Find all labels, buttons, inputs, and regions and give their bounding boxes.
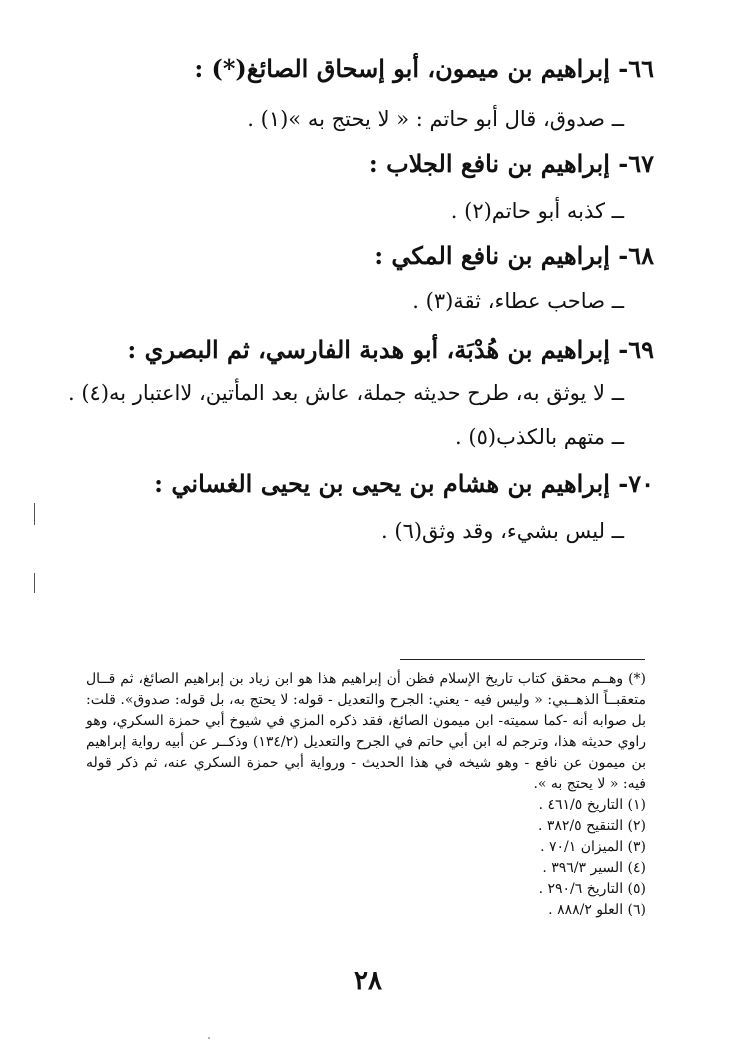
entry-line-67-1: ــ كذبه أبو حاتم(٢) . bbox=[450, 199, 624, 223]
footnote-star: (*) وهــم محقق كتاب تاريخ الإسلام فظن أن إبراهيم هذا هو ابن زياد بن إبراهيم الصائغ، ثم قــال متعقبــاً الذهــبي: « وليس فيه - يعني: الجرح والتعديل - قوله: لا يحتج به، بل قوله: صدوق». قلت: بل صوابه أنه -كما سميته- ابن ميمون الصائغ، فقد ذكره المزي في شيوخ أبي حمزة السكري، وهو راوي حديثه هذا، وترجم له ابن أبي حاتم في الجرح والتعديل (١٣٤/٢) وذكــر عن أبيه رواية إبراهيم بن ميمون عن نافع - وهو شيخه في هذا الحديث - ورواية أبي حمزة السكري عنه، ثم ذكر قوله فيه: « لا يحتج به ». bbox=[86, 671, 646, 792]
scan-speck bbox=[208, 1037, 210, 1039]
entry-line-69-2: ــ متهم بالكذب(٥) . bbox=[455, 425, 624, 449]
footnote-2: (٢) التنقيح ٣٨٢/٥ . bbox=[537, 818, 646, 834]
entry-line-70-1: ــ ليس بشيء، وقد وثق(٦) . bbox=[381, 519, 624, 543]
footnotes bbox=[86, 669, 646, 921]
entry-heading-66: ٦٦- إبراهيم بن ميمون، أبو إسحاق الصائغ(*) : bbox=[194, 54, 654, 83]
entry-heading-68: ٦٨- إبراهيم بن نافع المكي : bbox=[374, 241, 654, 270]
margin-mark bbox=[34, 573, 35, 593]
footnote-4: (٤) السير ٣٩٦/٣ . bbox=[542, 860, 646, 876]
page-number: ٢٨ bbox=[354, 966, 382, 996]
entry-line-68-1: ــ صاحب عطاء، ثقة(٣) . bbox=[412, 289, 624, 313]
footnote-6: (٦) العلو ٨٨٨/٢ . bbox=[548, 902, 646, 918]
footnote-3: (٣) الميزان ٧٠/١ . bbox=[540, 839, 646, 855]
entry-line-69-1: ــ لا يوثق به، طرح حديثه جملة، عاش بعد المأتين، لااعتبار به(٤) . bbox=[67, 381, 624, 405]
entry-heading-69: ٦٩- إبراهيم بن هُدْبَة، أبو هدبة الفارسي، ثم البصري : bbox=[127, 335, 654, 364]
footnote-5: (٥) التاريخ ٢٩٠/٦ . bbox=[538, 881, 646, 897]
footnote-1: (١) التاريخ ٤٦١/٥ . bbox=[538, 797, 646, 813]
margin-mark bbox=[34, 503, 35, 525]
entry-line-66-1: ــ صدوق، قال أبو حاتم : « لا يحتج به »(١) . bbox=[247, 107, 624, 131]
entry-heading-70: ٧٠- إبراهيم بن هشام بن يحيى بن يحيى الغساني : bbox=[154, 469, 654, 498]
entry-heading-67: ٦٧- إبراهيم بن نافع الجلاب : bbox=[368, 149, 654, 178]
footnote-separator bbox=[400, 659, 645, 660]
